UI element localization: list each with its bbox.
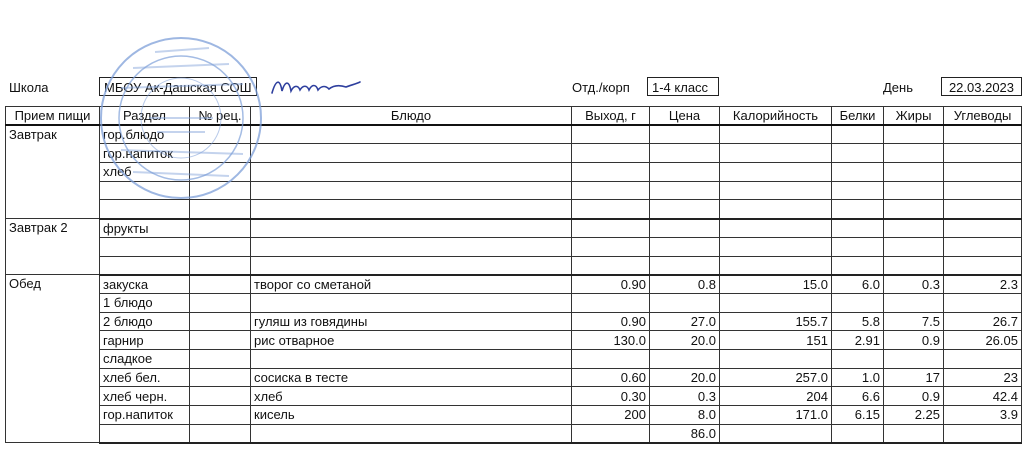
- meal-name: Завтрак 2: [6, 219, 100, 275]
- price-cell: 20.0: [650, 331, 720, 350]
- school-value: МБОУ Ак-Дашская СОШ: [99, 77, 257, 96]
- protein-cell: [832, 293, 884, 312]
- price-cell: [650, 256, 720, 275]
- kcal-cell: 171.0: [720, 406, 832, 425]
- dish-cell: [251, 424, 572, 443]
- table-row: [6, 163, 1022, 182]
- fat-cell: [884, 424, 944, 443]
- col-protein: Белки: [832, 107, 884, 126]
- yield-cell: 0.30: [572, 387, 650, 406]
- protein-cell: [832, 125, 884, 144]
- protein-cell: [832, 144, 884, 163]
- table-row: [6, 125, 1022, 144]
- kcal-cell: [720, 181, 832, 200]
- price-cell: [650, 144, 720, 163]
- price-cell: [650, 163, 720, 182]
- fat-cell: 2.25: [884, 406, 944, 425]
- table-row: [6, 331, 1022, 350]
- fat-cell: [884, 256, 944, 275]
- header-row: [6, 107, 1022, 126]
- fat-cell: [884, 163, 944, 182]
- section-cell: гор.напиток: [100, 406, 190, 425]
- section-cell: хлеб бел.: [100, 368, 190, 387]
- yield-cell: [572, 181, 650, 200]
- dish-cell: [251, 219, 572, 238]
- price-cell: [650, 237, 720, 256]
- carbs-cell: 2.3: [944, 275, 1022, 294]
- kcal-cell: [720, 144, 832, 163]
- table-row: [6, 181, 1022, 200]
- price-cell: [650, 293, 720, 312]
- fat-cell: [884, 200, 944, 219]
- yield-cell: [572, 237, 650, 256]
- fat-cell: 0.9: [884, 387, 944, 406]
- recipe-cell: [190, 219, 251, 238]
- dept-label: Отд./корп: [572, 80, 630, 95]
- section-cell: закуска: [100, 275, 190, 294]
- dish-cell: [251, 163, 572, 182]
- kcal-cell: 151: [720, 331, 832, 350]
- carbs-cell: [944, 125, 1022, 144]
- dish-cell: рис отварное: [251, 331, 572, 350]
- dish-cell: [251, 256, 572, 275]
- recipe-cell: [190, 424, 251, 443]
- carbs-cell: 3.9: [944, 406, 1022, 425]
- section-cell: 2 блюдо: [100, 312, 190, 331]
- section-cell: гор.напиток: [100, 144, 190, 163]
- protein-cell: [832, 349, 884, 368]
- table-row: [6, 368, 1022, 387]
- yield-cell: 0.60: [572, 368, 650, 387]
- price-cell: 0.3: [650, 387, 720, 406]
- col-yield: Выход, г: [572, 107, 650, 126]
- recipe-cell: [190, 181, 251, 200]
- col-section: Раздел: [100, 107, 190, 126]
- kcal-cell: [720, 293, 832, 312]
- protein-cell: 6.15: [832, 406, 884, 425]
- day-value: 22.03.2023: [941, 77, 1022, 96]
- table-row: [6, 219, 1022, 238]
- carbs-cell: [944, 237, 1022, 256]
- recipe-cell: [190, 163, 251, 182]
- protein-cell: 6.6: [832, 387, 884, 406]
- col-dish: Блюдо: [251, 107, 572, 126]
- yield-cell: [572, 293, 650, 312]
- col-price: Цена: [650, 107, 720, 126]
- section-cell: [100, 256, 190, 275]
- yield-cell: [572, 144, 650, 163]
- price-cell: [650, 200, 720, 219]
- protein-cell: 2.91: [832, 331, 884, 350]
- table-row: [6, 387, 1022, 406]
- protein-cell: [832, 163, 884, 182]
- carbs-cell: [944, 163, 1022, 182]
- recipe-cell: [190, 349, 251, 368]
- kcal-cell: 204: [720, 387, 832, 406]
- recipe-cell: [190, 293, 251, 312]
- table-row: [6, 424, 1022, 443]
- yield-cell: [572, 125, 650, 144]
- kcal-cell: 257.0: [720, 368, 832, 387]
- yield-cell: [572, 219, 650, 238]
- carbs-cell: [944, 181, 1022, 200]
- dept-value: 1-4 класс: [647, 77, 719, 96]
- section-cell: гарнир: [100, 331, 190, 350]
- yield-cell: 130.0: [572, 331, 650, 350]
- recipe-cell: [190, 237, 251, 256]
- protein-cell: [832, 200, 884, 219]
- yield-cell: [572, 163, 650, 182]
- recipe-cell: [190, 256, 251, 275]
- dish-cell: [251, 200, 572, 219]
- kcal-cell: [720, 219, 832, 238]
- carbs-cell: [944, 219, 1022, 238]
- fat-cell: [884, 237, 944, 256]
- carbs-cell: 42.4: [944, 387, 1022, 406]
- fat-cell: [884, 144, 944, 163]
- kcal-cell: [720, 256, 832, 275]
- recipe-cell: [190, 200, 251, 219]
- yield-cell: [572, 200, 650, 219]
- price-cell: 8.0: [650, 406, 720, 425]
- protein-cell: 5.8: [832, 312, 884, 331]
- section-cell: сладкое: [100, 349, 190, 368]
- recipe-cell: [190, 275, 251, 294]
- col-kcal: Калорийность: [720, 107, 832, 126]
- fat-cell: [884, 219, 944, 238]
- col-carbs: Углеводы: [944, 107, 1022, 126]
- fat-cell: [884, 349, 944, 368]
- price-cell: 20.0: [650, 368, 720, 387]
- signature-icon: [270, 76, 362, 98]
- kcal-cell: [720, 237, 832, 256]
- section-cell: [100, 237, 190, 256]
- carbs-cell: 23: [944, 368, 1022, 387]
- table-row: [6, 406, 1022, 425]
- table-row: [6, 237, 1022, 256]
- dish-cell: [251, 125, 572, 144]
- yield-cell: 0.90: [572, 275, 650, 294]
- dish-cell: [251, 349, 572, 368]
- section-cell: гор.блюдо: [100, 125, 190, 144]
- carbs-cell: [944, 256, 1022, 275]
- dish-cell: гуляш из говядины: [251, 312, 572, 331]
- fat-cell: [884, 293, 944, 312]
- fat-cell: 7.5: [884, 312, 944, 331]
- recipe-cell: [190, 387, 251, 406]
- menu-table: [5, 106, 1022, 444]
- yield-cell: 200: [572, 406, 650, 425]
- kcal-cell: [720, 200, 832, 219]
- col-recipe: № рец.: [190, 107, 251, 126]
- price-cell: 0.8: [650, 275, 720, 294]
- table-row: [6, 144, 1022, 163]
- carbs-cell: [944, 293, 1022, 312]
- dish-cell: [251, 237, 572, 256]
- carbs-cell: [944, 349, 1022, 368]
- recipe-cell: [190, 368, 251, 387]
- col-meal: Прием пищи: [6, 107, 100, 126]
- carbs-cell: [944, 424, 1022, 443]
- dish-cell: [251, 181, 572, 200]
- table-row: [6, 275, 1022, 294]
- dish-cell: [251, 144, 572, 163]
- fat-cell: [884, 181, 944, 200]
- meal-name: Обед: [6, 275, 100, 443]
- price-cell: 86.0: [650, 424, 720, 443]
- kcal-cell: 15.0: [720, 275, 832, 294]
- price-cell: [650, 349, 720, 368]
- carbs-cell: [944, 200, 1022, 219]
- price-cell: [650, 125, 720, 144]
- carbs-cell: 26.7: [944, 312, 1022, 331]
- section-cell: хлеб черн.: [100, 387, 190, 406]
- meal-name: Завтрак: [6, 125, 100, 218]
- recipe-cell: [190, 144, 251, 163]
- yield-cell: [572, 256, 650, 275]
- kcal-cell: [720, 424, 832, 443]
- dish-cell: кисель: [251, 406, 572, 425]
- col-fat: Жиры: [884, 107, 944, 126]
- fat-cell: 0.9: [884, 331, 944, 350]
- price-cell: [650, 219, 720, 238]
- section-cell: хлеб: [100, 163, 190, 182]
- section-cell: [100, 181, 190, 200]
- kcal-cell: 155.7: [720, 312, 832, 331]
- school-label: Школа: [9, 80, 49, 95]
- kcal-cell: [720, 349, 832, 368]
- recipe-cell: [190, 331, 251, 350]
- yield-cell: 0.90: [572, 312, 650, 331]
- protein-cell: [832, 219, 884, 238]
- fat-cell: 0.3: [884, 275, 944, 294]
- carbs-cell: [944, 144, 1022, 163]
- table-row: [6, 256, 1022, 275]
- protein-cell: [832, 237, 884, 256]
- recipe-cell: [190, 125, 251, 144]
- recipe-cell: [190, 312, 251, 331]
- dish-cell: [251, 293, 572, 312]
- dish-cell: хлеб: [251, 387, 572, 406]
- price-cell: 27.0: [650, 312, 720, 331]
- yield-cell: [572, 349, 650, 368]
- day-label: День: [883, 80, 913, 95]
- fat-cell: [884, 125, 944, 144]
- dish-cell: сосиска в тесте: [251, 368, 572, 387]
- protein-cell: 6.0: [832, 275, 884, 294]
- section-cell: [100, 424, 190, 443]
- price-cell: [650, 181, 720, 200]
- yield-cell: [572, 424, 650, 443]
- protein-cell: [832, 256, 884, 275]
- table-row: [6, 200, 1022, 219]
- dish-cell: творог со сметаной: [251, 275, 572, 294]
- section-cell: фрукты: [100, 219, 190, 238]
- protein-cell: 1.0: [832, 368, 884, 387]
- kcal-cell: [720, 163, 832, 182]
- protein-cell: [832, 424, 884, 443]
- table-row: [6, 349, 1022, 368]
- recipe-cell: [190, 406, 251, 425]
- protein-cell: [832, 181, 884, 200]
- table-row: [6, 312, 1022, 331]
- section-cell: 1 блюдо: [100, 293, 190, 312]
- table-row: [6, 293, 1022, 312]
- kcal-cell: [720, 125, 832, 144]
- section-cell: [100, 200, 190, 219]
- carbs-cell: 26.05: [944, 331, 1022, 350]
- fat-cell: 17: [884, 368, 944, 387]
